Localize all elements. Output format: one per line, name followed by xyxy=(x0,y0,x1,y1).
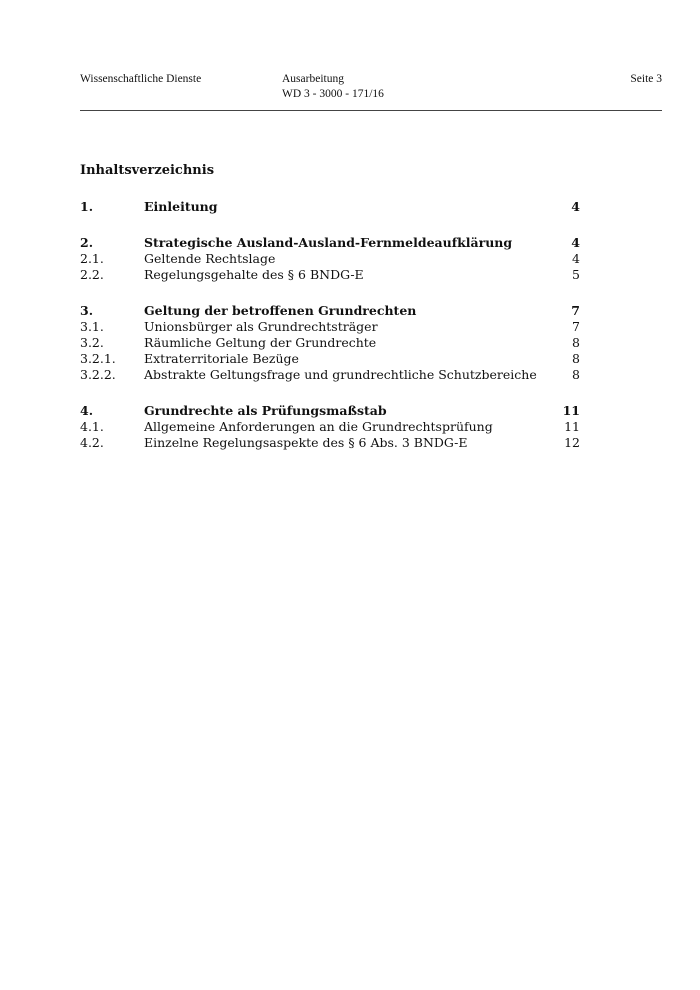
toc-entry-page: 4 xyxy=(572,251,580,266)
toc-entry-page: 12 xyxy=(564,435,580,450)
table-of-contents xyxy=(80,199,580,471)
toc-subsection-entry[interactable] xyxy=(80,367,580,383)
toc-entry-page: 11 xyxy=(562,403,580,418)
header-document-info xyxy=(282,72,384,102)
toc-chapter-entry[interactable] xyxy=(80,303,580,319)
toc-subsection-entry[interactable] xyxy=(80,319,580,335)
toc-subsection-entry[interactable] xyxy=(80,335,580,351)
toc-entry-number: 3.2.1. xyxy=(80,351,116,366)
toc-entry-number: 2.1. xyxy=(80,251,104,266)
toc-entry-page: 5 xyxy=(572,267,580,282)
toc-entry-title: Einleitung xyxy=(144,199,218,214)
toc-entry-number: 3.2. xyxy=(80,335,104,350)
toc-entry-title: Einzelne Regelungsaspekte des § 6 Abs. 3 BNDG-E xyxy=(144,435,468,450)
header-page-number: Seite 3 xyxy=(630,73,662,85)
toc-subsection-entry[interactable] xyxy=(80,267,580,283)
toc-subsection-entry[interactable] xyxy=(80,435,580,451)
toc-subsection-entry[interactable] xyxy=(80,419,580,435)
toc-entry-number: 4.1. xyxy=(80,419,104,434)
toc-entry-title: Unionsbürger als Grundrechtsträger xyxy=(144,319,378,334)
toc-entry-title: Allgemeine Anforderungen an die Grundrechtsprüfung xyxy=(144,419,493,434)
toc-chapter-entry[interactable] xyxy=(80,235,580,251)
toc-entry-page: 4 xyxy=(571,235,580,250)
toc-section xyxy=(80,403,580,451)
toc-entry-number: 3. xyxy=(80,303,94,318)
page-header xyxy=(80,72,662,112)
toc-subsection-entry[interactable] xyxy=(80,351,580,367)
toc-section xyxy=(80,303,580,383)
toc-entry-page: 7 xyxy=(572,319,580,334)
header-document-type: Ausarbeitung xyxy=(282,73,344,85)
toc-entry-page: 8 xyxy=(572,335,580,350)
toc-entry-number: 4. xyxy=(80,403,94,418)
header-document-id: WD 3 - 3000 - 171/16 xyxy=(282,88,384,100)
toc-entry-page: 8 xyxy=(572,351,580,366)
toc-entry-title: Grundrechte als Prüfungsmaßstab xyxy=(144,403,387,418)
toc-section xyxy=(80,199,580,215)
toc-entry-title: Geltung der betroffenen Grundrechten xyxy=(144,303,417,318)
toc-entry-number: 2. xyxy=(80,235,94,250)
toc-entry-title: Extraterritoriale Bezüge xyxy=(144,351,299,366)
toc-entry-title: Räumliche Geltung der Grundrechte xyxy=(144,335,377,350)
toc-entry-title: Regelungsgehalte des § 6 BNDG-E xyxy=(144,267,364,282)
toc-entry-page: 7 xyxy=(571,303,580,318)
toc-chapter-entry[interactable] xyxy=(80,403,580,419)
toc-entry-number: 4.2. xyxy=(80,435,104,450)
header-divider xyxy=(80,110,662,111)
toc-chapter-entry[interactable] xyxy=(80,199,580,215)
toc-entry-title: Abstrakte Geltungsfrage und grundrechtliche Schutzbereiche xyxy=(144,367,537,382)
toc-entry-page: 4 xyxy=(571,199,580,214)
toc-title: Inhaltsverzeichnis xyxy=(80,163,215,178)
toc-entry-number: 3.2.2. xyxy=(80,367,116,382)
header-organization: Wissenschaftliche Dienste xyxy=(80,73,202,85)
toc-entry-title: Geltende Rechtslage xyxy=(144,251,276,266)
toc-entry-page: 11 xyxy=(564,419,580,434)
toc-entry-title: Strategische Ausland-Ausland-Fernmeldeaufklärung xyxy=(144,235,513,250)
toc-subsection-entry[interactable] xyxy=(80,251,580,267)
toc-entry-number: 2.2. xyxy=(80,267,104,282)
toc-entry-number: 3.1. xyxy=(80,319,104,334)
toc-section xyxy=(80,235,580,283)
toc-entry-number: 1. xyxy=(80,199,94,214)
toc-entry-page: 8 xyxy=(572,367,580,382)
